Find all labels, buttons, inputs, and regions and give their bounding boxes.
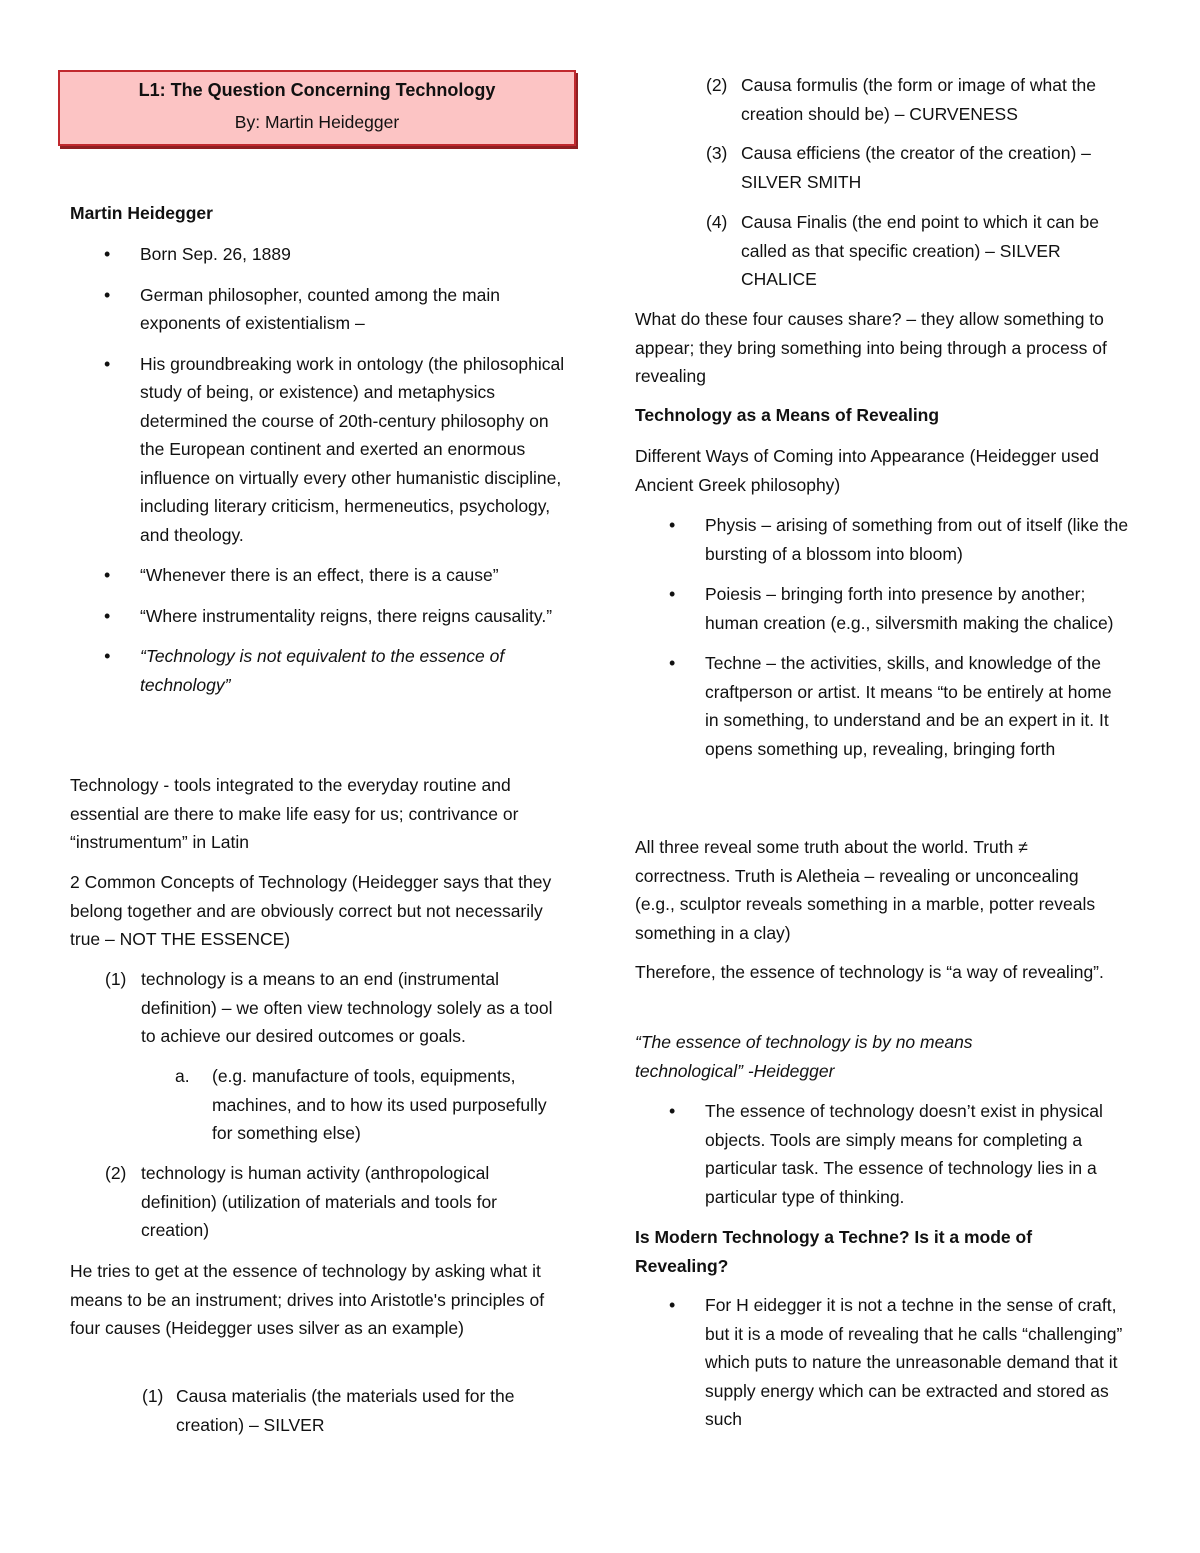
number-label: (3)	[706, 143, 728, 163]
bullet-instrumentality: • “Where instrumentality reigns, there reigns causality.”	[70, 602, 570, 631]
cause-1	[142, 1382, 570, 1439]
number-label: (1)	[142, 1386, 164, 1406]
cause-3	[706, 139, 1130, 196]
bullet-essence-quote: • “Technology is not equivalent to the essence of technology”	[70, 642, 570, 699]
ways-heading: Different Ways of Coming into Appearance (Heidegger used Ancient Greek philosophy)	[635, 446, 1100, 495]
modern-technology-heading: Is Modern Technology a Techne? Is it a mode of Revealing?	[635, 1227, 1033, 1276]
cause-4-text: Causa Finalis (the end point to which it can be called as that specific creation) – SILVER CHALICE	[741, 212, 1099, 289]
number-label: (4)	[706, 212, 728, 232]
concept-1	[105, 965, 565, 1051]
title-box	[58, 70, 576, 146]
bullet-philosopher: • German philosopher, counted among the main exponents of existentialism –	[70, 281, 570, 338]
dash-modern-technology: • For H eidegger it is not a techne in the sense of craft, but it is a mode of revealing that he calls “challenging” which puts to nature the unreasonable demand that it supply energy which can be extracted and stored as such	[635, 1291, 1130, 1434]
cause-1-text: Causa materialis (the materials used for the creation) – SILVER	[176, 1386, 515, 1435]
concept-1-example-text: (e.g. manufacture of tools, equipments, machines, and to how its used purposefully for something else)	[212, 1066, 547, 1143]
number-label: (2)	[105, 1163, 127, 1183]
bullet-ontology: • His groundbreaking work in ontology (the philosophical study of being, or existence) and metaphysics determined the course of 20th-century philosophy on the European continent and exerted an enormous influence on virtually every other humanistic discipline, including literary criticism, hermeneutics, psychology, and theology.	[70, 350, 570, 550]
letter-label: a.	[175, 1066, 190, 1086]
bullet-born: • Born Sep. 26, 1889	[70, 240, 570, 269]
technology-definition: Technology - tools integrated to the everyday routine and essential are there to make life easy for us; contrivance or “instrumentum” in Latin	[70, 775, 519, 852]
document-author: By: Martin Heidegger	[234, 112, 400, 132]
modern-technology-list	[635, 1291, 1130, 1446]
ways-bullets	[635, 511, 1130, 775]
section-heading-revealing: Technology as a Means of Revealing	[635, 405, 940, 425]
essence-bullets	[635, 1097, 1130, 1223]
number-label: (1)	[105, 969, 127, 989]
concept-1-example	[175, 1062, 570, 1148]
bullet-physis: • Physis – arising of something from out of itself (like the bursting of a blossom into bloom)	[635, 511, 1130, 568]
causes-share: What do these four causes share? – they allow something to appear; they bring something into being through a process of revealing	[635, 309, 1107, 386]
section-heading-heidegger: Martin Heidegger	[70, 203, 213, 223]
cause-4	[706, 208, 1130, 294]
cause-3-text: Causa efficiens (the creator of the creation) – SILVER SMITH	[741, 143, 1091, 192]
document-title: L1: The Question Concerning Technology	[138, 80, 496, 100]
essence-quote: “The essence of technology is by no means technological” -Heidegger	[635, 1032, 973, 1081]
concept-2-text: technology is human activity (anthropological definition) (utilization of materials and tools for creation)	[141, 1163, 498, 1240]
concept-2	[105, 1159, 565, 1245]
bullet-effect-cause: • “Whenever there is an effect, there is a cause”	[70, 561, 570, 590]
cause-2-text: Causa formulis (the form or image of what the creation should be) – CURVENESS	[741, 75, 1097, 124]
number-label: (2)	[706, 75, 728, 95]
bullet-essence: • The essence of technology doesn’t exist in physical objects. Tools are simply means for completing a particular task. The essence of technology lies in a particular type of thinking.	[635, 1097, 1130, 1211]
therefore-paragraph: Therefore, the essence of technology is “a way of revealing”.	[635, 962, 1104, 982]
bullet-poiesis: • Poiesis – bringing forth into presence by another; human creation (e.g., silversmith making the chalice)	[635, 580, 1130, 637]
essence-intro: He tries to get at the essence of technology by asking what it means to be an instrument; drives into Aristotle's principles of four causes (Heidegger uses silver as an example)	[70, 1261, 545, 1338]
concept-1-text: technology is a means to an end (instrumental definition) – we often view technology solely as a tool to achieve our desired outcomes or goals.	[141, 969, 553, 1046]
truth-paragraph: All three reveal some truth about the world. Truth ≠ correctness. Truth is Aletheia – revealing or unconcealing (e.g., sculptor reveals something in a marble, potter reveals something in a clay)	[635, 837, 1096, 943]
bullet-techne: • Techne – the activities, skills, and knowledge of the craftperson or artist. It means “to be entirely at home in something, to understand and be an expert in it. It opens something up, revealing, bringing forth	[635, 649, 1130, 763]
heidegger-bullets	[70, 240, 570, 711]
cause-2	[706, 71, 1130, 128]
common-concepts: 2 Common Concepts of Technology (Heidegger says that they belong together and are obviously correct but not necessarily true – NOT THE ESSENCE)	[70, 872, 552, 949]
